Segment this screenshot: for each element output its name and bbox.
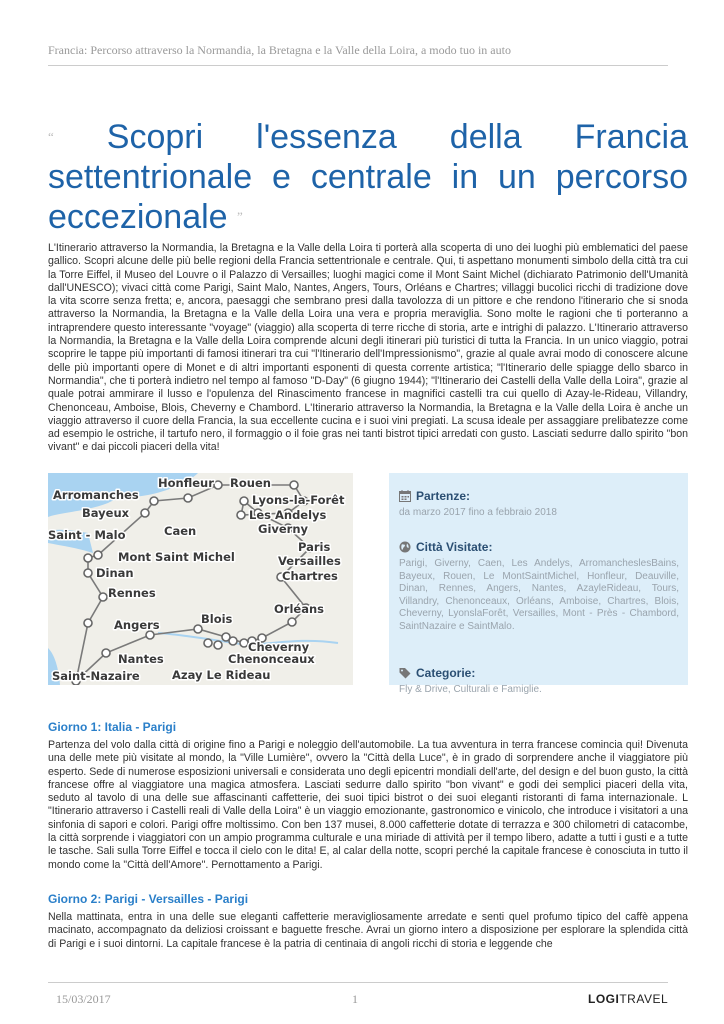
map-label-dinan: Dinan bbox=[96, 566, 134, 580]
cities-value: Parigi, Giverny, Caen, Les Andelys, ArromancheslesBains, Bayeux, Rouen, Le MontSaintMichel, Honfleur, Deauville, Dinan, Rennes, Angers, Nantes, AzayleRideau, Tours, Villandry, Chenonceaux, Orléans, Amboise, Chartres, Blois, Cheverny, LyonslaForêt, Versailles, Mont - Près - Chambord, SaintNazaire e SaintMalo. bbox=[399, 558, 679, 632]
map-label-arromanches: Arromanches bbox=[53, 488, 139, 502]
header-divider bbox=[48, 65, 668, 66]
map-label-honfleur: Honfleur bbox=[158, 476, 214, 490]
route-stop-marker bbox=[290, 481, 298, 489]
route-stop-marker bbox=[141, 509, 149, 517]
map-label-rennes: Rennes bbox=[108, 586, 156, 600]
departures-section bbox=[399, 489, 679, 520]
route-map bbox=[48, 473, 353, 685]
route-stop-marker bbox=[214, 481, 222, 489]
map-label-saint-malo: Saint - Malo bbox=[48, 528, 126, 542]
page-number: 1 bbox=[352, 992, 358, 1006]
close-quote-icon: ” bbox=[237, 209, 243, 224]
map-label-orleans: Orléans bbox=[274, 602, 324, 616]
departures-value: da marzo 2017 fino a febbraio 2018 bbox=[399, 507, 557, 518]
route-stop-marker bbox=[204, 639, 212, 647]
map-label-rouen: Rouen bbox=[230, 476, 271, 490]
route-stop-marker bbox=[184, 494, 192, 502]
categories-section-content bbox=[399, 666, 679, 697]
map-label-angers: Angers bbox=[114, 618, 160, 632]
map-label-chartres: Chartres bbox=[282, 569, 338, 583]
map-label-mont-saint-michel: Mont Saint Michel bbox=[118, 550, 235, 564]
logitravel-logo bbox=[588, 992, 668, 1006]
departures-title: Partenze: bbox=[416, 489, 471, 503]
brand-bold: LOGI bbox=[588, 992, 620, 1006]
categories-title: Categorie: bbox=[416, 666, 476, 680]
route-stop-marker bbox=[94, 551, 102, 559]
day-1-body: Partenza del volo dalla città di origine fino a Parigi e noleggio dell'automobile. La tua avventura in terrа francese comincia qui! Divenuta una delle mete più visitate al mondo, la "Ville Lumière", ovvero la "Città della Luce", è in grado di sorprendere anche il viaggiatore più esperto. Sede di numerose esposizioni universali e considerata uno degli epicentri mondiali dell'arte, del design e del buon gusto, la città francese offre al viaggiatore una magica atmosfera. Lasciati sedurre dallo spirito "bon vivant" e godi dei semplici piaceri della vita, seduto al tavolo di una delle sue affascinanti caffetterie, dei suoi tipici bistrot o dei suoi eleganti ristoranti di fama internazionale. L "Itinerario attraverso i Castelli reali di Valle della Loira" è un viaggio emozionante, gastronomico e vinicolo, che introduce i visitatori a una sinfonia di sapori e colori. Parigi offre moltissimo. Con ben 137 musei, 8.000 caffetterie dotate di terrazza e 300 chilometri di catacombe, la città sorprende i viaggiatori con un ampio programma culturale e una miriade di attività per il tempo libero, adatte a tutti i gusti e a tutte le tasche. Sali sulla Torre Eiffel e tocca il cielo con le dita! E, al calar della notte, scopri perché la capitale francese è conosciuta in tutto il mondo come la "Città dell'Amore". Pernottamento a Parigi. bbox=[48, 739, 688, 871]
day-2-body: Nella mattinata, entra in una delle sue eleganti caffetterie meravigliosamente arredate e senti quel profumo tipico del caffè appena macinato, accompagnato da deliziosi croissant e baguette fresche. Avrai un giorno intero a disposizione per esplorare la splendida città di Parigi e i suoi dintorni. La capitale francese è la patria di centinaia di angoli ricchi di storia e leggende che bbox=[48, 911, 688, 950]
map-label-bayeux: Bayeux bbox=[82, 506, 130, 520]
headline-text: Scopri l'essenza della Francia settentrionale e centrale in un percorso eccezionale bbox=[48, 118, 688, 236]
calendar-icon bbox=[399, 490, 411, 502]
globe-icon bbox=[399, 541, 411, 553]
open-quote-icon: “ bbox=[48, 129, 54, 144]
route-stop-marker bbox=[214, 641, 222, 649]
cities-section bbox=[399, 540, 679, 633]
route-stop-marker bbox=[99, 593, 107, 601]
trip-info-box bbox=[389, 473, 688, 685]
map-label-saint-nazaire: Saint-Nazaire bbox=[52, 669, 140, 683]
route-stop-marker bbox=[194, 625, 202, 633]
day-1-title: Giorno 1: Italia - Parigi bbox=[48, 720, 177, 734]
route-stop-marker bbox=[240, 497, 248, 505]
map-label-nantes: Nantes bbox=[118, 652, 164, 666]
page-header: Francia: Percorso attraverso la Normandia, la Bretagna e la Valle della Loira, a modo tuo in auto bbox=[48, 43, 511, 57]
map-label-chenonceaux: Chenonceaux bbox=[228, 652, 315, 666]
map-label-giverny: Giverny bbox=[258, 522, 309, 536]
map-label-caen: Caen bbox=[164, 524, 197, 538]
tag-icon bbox=[399, 667, 411, 679]
footer-date: 15/03/2017 bbox=[56, 992, 111, 1006]
route-stop-marker bbox=[150, 497, 158, 505]
route-stop-marker bbox=[229, 637, 237, 645]
cities-title: Città Visitate: bbox=[416, 540, 493, 554]
map-label-lyons-la-foret: Lyons-la-Forêt bbox=[252, 493, 345, 507]
intro-paragraph: L'Itinerario attraverso la Normandia, la Bretagna e la Valle della Loira ti porterà alla scoperta di uno dei luoghi più emblematici del paese gallico. Scopri alcune delle più belle regioni della Francia settentrionale e centrale. Qui, ti aspettano monumenti simbolo della città tra cui la Torre Eiffel, il Museo del Louvre o il Palazzo di Versailles; luoghi magici come il Mont Saint Michel (dichiarato Patrimonio dell'Umanità dall'UNESCO); vivaci città come Parigi, Saint Malo, Nantes, Angers, Tours, Orléans e Chartres; villaggi bucolici ricchi di tradizione dove la vita scorre senza fretta; e, ancora, paesaggi che sembrano presi dalla tavolozza di un pittore e che rendono l'itinerario che si snoda attraverso la Normandia, la Bretagna e la Valle della Loira una vera e propria meraviglia. Sono molte le ragioni che ti porteranno a intraprendere questo interessante "voyage" (viaggio) alla scoperta di terre ricche di storia, arte e intrighi di palazzo. L'Itinerario attraverso la Normandia, la Bretagna e la Valle della Loira comprende alcuni degli itinerari più turistici di tutta la Francia. In un unico viaggio, potrai scoprire le tappe più importanti di famosi itinerari tra cui "l'Itinerario dell'Impressionismo", grazie al quale avrai modo di conoscere alcune delle più importanti opere di Monet e di altri importanti esponenti di questa corrente artistica; "l'Itinerario delle spiagge dello sbarco in Normandia", che ti porterà indietro nel tempo al famoso "D-Day" (6 giugno 1944); "l'Itinerario dei Castelli della Valle della Loira", grazie al quale potrai ammirare il lusso e l'opulenza del Rinascimento francese in magnifici castelli tra cui quello di Azay-le-Rideau, Villandry, Chenonceau, Amboise, Blois, Cheverny e Chambord. L'Itinerario attraverso la Normandia, la Bretagna e la Valle della Loira è anche un viaggio attraverso il cuore della Francia, la sua eccellente cucina e i suoi vini pregiati. La scusa ideale per assaggiare prelibatezze come ad esempio le ostriche, il tartufo nero, il formaggio o il foie gras nei tanti bistrot tipici arredati con gusto. Lasciati sedurre dallo spirito "bon vivant" e dai piccoli piaceri della vita! bbox=[48, 242, 688, 454]
map-label-azay-le-rideau: Azay Le Rideau bbox=[172, 668, 271, 682]
day-2-title: Giorno 2: Parigi - Versailles - Parigi bbox=[48, 892, 249, 906]
route-stop-marker bbox=[146, 631, 154, 639]
map-label-les-andelys: Les Andelys bbox=[249, 508, 327, 522]
route-stop-marker bbox=[237, 511, 245, 519]
route-stop-marker bbox=[240, 639, 248, 647]
map-label-versailles: Versailles bbox=[278, 554, 341, 568]
route-stop-marker bbox=[84, 619, 92, 627]
route-stop-marker bbox=[84, 569, 92, 577]
categories-value: Fly & Drive, Culturali e Famiglie. bbox=[399, 684, 542, 695]
route-stop-marker bbox=[288, 618, 296, 626]
map-label-cheverny: Cheverny bbox=[248, 640, 310, 654]
page-headline bbox=[48, 117, 688, 237]
brand-light: TRAVEL bbox=[619, 992, 669, 1006]
route-stop-marker bbox=[102, 649, 110, 657]
footer-divider bbox=[48, 982, 668, 983]
route-stop-marker bbox=[84, 554, 92, 562]
map-label-paris: Paris bbox=[298, 540, 331, 554]
map-label-blois: Blois bbox=[201, 612, 233, 626]
